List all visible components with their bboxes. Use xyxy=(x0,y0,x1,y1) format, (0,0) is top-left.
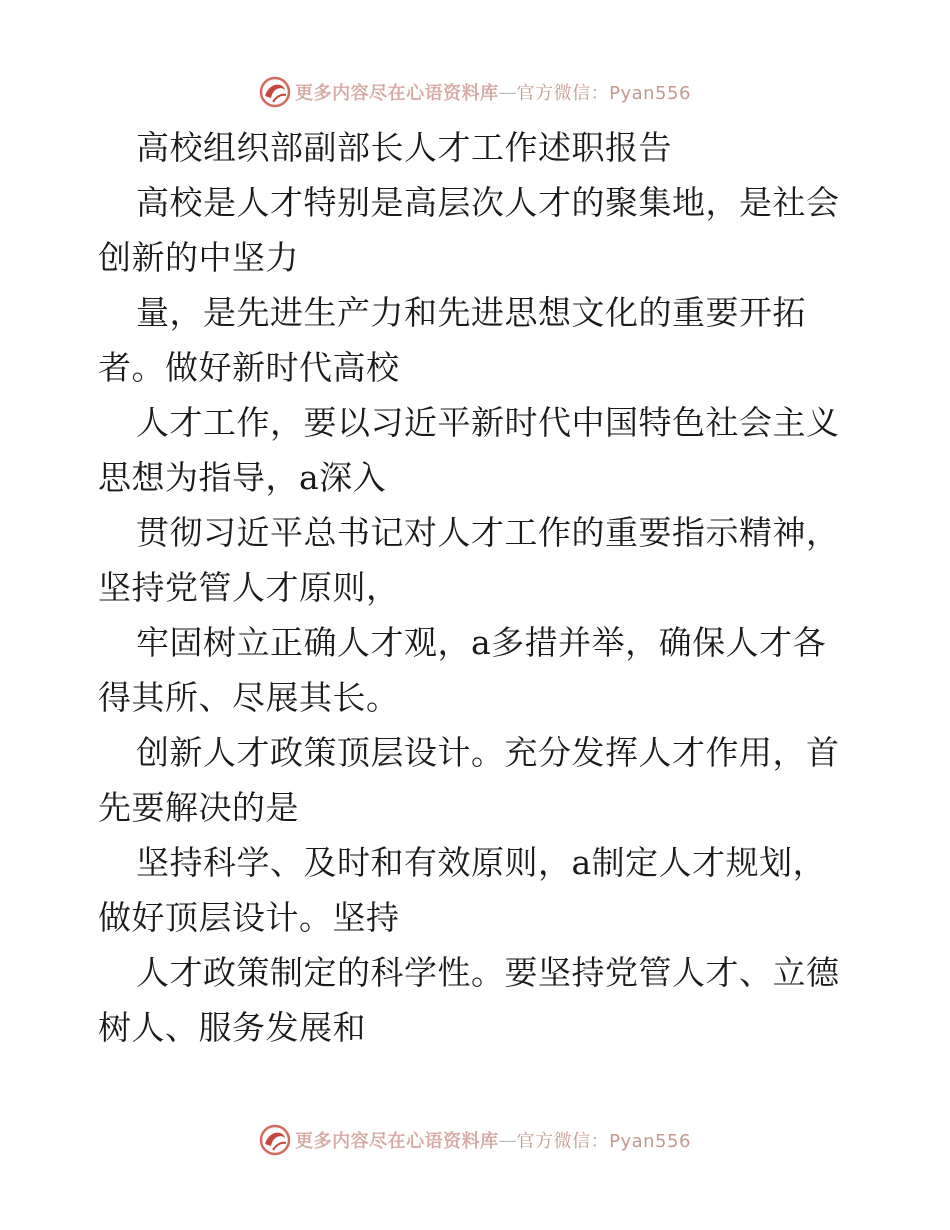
text-line: 量，是先进生产力和先进思想文化的重要开拓 xyxy=(136,293,806,332)
text-line: 牢固树立正确人才观，a多措并举，确保人才各 xyxy=(136,623,827,662)
red-swirl-logo-icon xyxy=(259,76,291,108)
text-line: 人才工作，要以习近平新时代中国特色社会主义 xyxy=(136,403,840,442)
text-line: 贯彻习近平总书记对人才工作的重要指示精神， xyxy=(136,513,840,552)
text-line: 得其所、尽展其长。 xyxy=(98,678,400,717)
text-line: 高校是人才特别是高层次人才的聚集地，是社会 xyxy=(136,183,840,222)
banner-wechat-text: 官方微信：Pyan556 xyxy=(516,83,691,104)
text-line: 坚持科学、及时和有效原则，a制定人才规划， xyxy=(136,843,827,882)
header-banner xyxy=(0,72,950,112)
footer-banner xyxy=(0,1120,950,1160)
text-line: 创新人才政策顶层设计。充分发挥人才作用，首 xyxy=(136,733,840,772)
text-line: 树人、服务发展和 xyxy=(98,1008,366,1047)
banner-main-text: 更多内容尽在心语资料库 xyxy=(295,83,499,104)
text-line: 人才政策制定的科学性。要坚持党管人才、立德 xyxy=(136,953,840,992)
banner-dash: — xyxy=(498,81,517,103)
text-line: 思想为指导，a深入 xyxy=(98,458,387,497)
document-title: 高校组织部副部长人才工作述职报告 xyxy=(136,128,672,167)
banner-main-text: 更多内容尽在心语资料库 xyxy=(295,1131,499,1152)
banner-dash: — xyxy=(498,1129,517,1151)
red-swirl-logo-icon xyxy=(259,1124,291,1156)
text-line: 创新的中坚力 xyxy=(98,238,299,277)
banner-wechat-text: 官方微信：Pyan556 xyxy=(516,1131,691,1152)
text-line: 者。做好新时代高校 xyxy=(98,348,400,387)
text-line: 做好顶层设计。坚持 xyxy=(98,898,400,937)
text-line: 坚持党管人才原则， xyxy=(98,568,400,607)
document-body xyxy=(98,120,858,1055)
text-line: 先要解决的是 xyxy=(98,788,299,827)
